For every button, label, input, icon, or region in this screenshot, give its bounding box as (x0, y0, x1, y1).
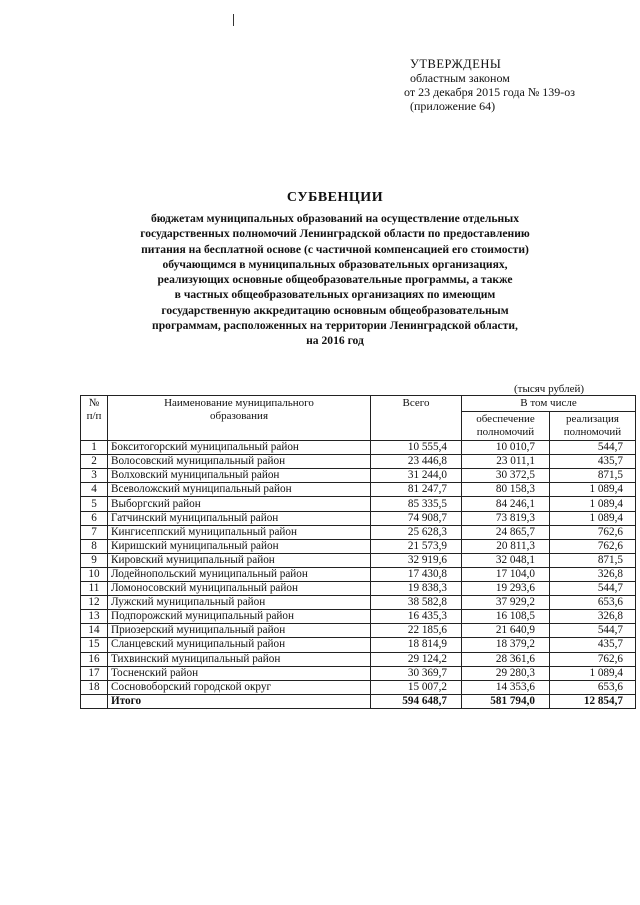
row-total: 74 908,7 (371, 511, 462, 525)
total-num (81, 694, 108, 708)
row-name: Подпорожский муниципальный район (108, 610, 371, 624)
approval-heading: УТВЕРЖДЕНЫ (410, 57, 502, 71)
header-num-line1: № (88, 397, 100, 409)
title-line: государственную аккредитацию основным общеобразовательным (161, 303, 509, 317)
row-provision: 80 158,3 (462, 483, 550, 497)
row-provision: 17 104,0 (462, 567, 550, 581)
row-num: 18 (81, 680, 108, 694)
approval-law: областным законом (410, 71, 510, 85)
table-row (81, 511, 636, 525)
row-provision: 84 246,1 (462, 497, 550, 511)
header-provision-line2: полномочий (476, 426, 535, 439)
table-row (81, 567, 636, 581)
title-line: обучающимся в муниципальных образовательных организациях, (162, 257, 508, 271)
title-line: программам, расположенных на территории Ленинградской области, (152, 319, 518, 333)
row-name: Сосновоборский городской округ (108, 680, 371, 694)
row-implementation: 326,8 (550, 610, 636, 624)
total-label: Итого (108, 694, 371, 708)
header-name-line2: образования (209, 410, 269, 422)
header-name-line1: Наименование муниципального (164, 397, 314, 409)
row-provision: 19 293,6 (462, 582, 550, 596)
row-num: 11 (81, 582, 108, 596)
row-total: 29 124,2 (371, 652, 462, 666)
row-implementation: 544,7 (550, 582, 636, 596)
row-implementation: 1 089,4 (550, 497, 636, 511)
title-line: государственных полномочий Ленинградской области по предоставлению (140, 227, 530, 241)
row-implementation: 435,7 (550, 638, 636, 652)
table-row (81, 624, 636, 638)
row-name: Ломоносовский муниципальный район (108, 582, 371, 596)
row-num: 2 (81, 455, 108, 469)
row-provision: 10 010,7 (462, 441, 550, 455)
row-num: 10 (81, 567, 108, 581)
row-num: 4 (81, 483, 108, 497)
row-implementation: 1 089,4 (550, 666, 636, 680)
row-total: 18 814,9 (371, 638, 462, 652)
title-line: питания на бесплатной основе (с частичной компенсацией его стоимости) (141, 242, 529, 256)
subsidies-table (80, 395, 636, 709)
row-num: 13 (81, 610, 108, 624)
table-row (81, 553, 636, 567)
row-num: 17 (81, 666, 108, 680)
table-row (81, 638, 636, 652)
units-label: (тысяч рублей) (514, 383, 585, 395)
row-provision: 30 372,5 (462, 469, 550, 483)
title-main: СУБВЕНЦИИ (286, 190, 384, 205)
row-num: 15 (81, 638, 108, 652)
row-name: Сланцевский муниципальный район (108, 638, 371, 652)
approval-stamp (404, 57, 576, 113)
row-provision: 16 108,5 (462, 610, 550, 624)
table-row (81, 582, 636, 596)
header-implementation-line1: реализация (566, 413, 619, 426)
row-implementation: 1 089,4 (550, 483, 636, 497)
header-implementation (550, 412, 636, 441)
row-provision: 29 280,3 (462, 666, 550, 680)
row-provision: 24 865,7 (462, 525, 550, 539)
row-provision: 20 811,3 (462, 539, 550, 553)
row-implementation: 653,6 (550, 680, 636, 694)
row-total: 21 573,9 (371, 539, 462, 553)
row-provision: 32 048,1 (462, 553, 550, 567)
header-num-line2: п/п (86, 410, 102, 422)
table-row (81, 469, 636, 483)
header-num (81, 396, 108, 441)
approval-appendix: (приложение 64) (410, 99, 496, 113)
approval-date: от 23 декабря 2015 года № 139-оз (404, 85, 576, 99)
row-implementation: 326,8 (550, 567, 636, 581)
row-total: 81 247,7 (371, 483, 462, 497)
row-implementation: 544,7 (550, 441, 636, 455)
row-name: Кингисеппский муниципальный район (108, 525, 371, 539)
row-total: 85 335,5 (371, 497, 462, 511)
row-provision: 73 819,3 (462, 511, 550, 525)
row-name: Лодейнопольский муниципальный район (108, 567, 371, 581)
row-num: 9 (81, 553, 108, 567)
row-total: 22 185,6 (371, 624, 462, 638)
row-num: 8 (81, 539, 108, 553)
header-total: Всего (371, 396, 462, 441)
row-name: Тихвинский муниципальный район (108, 652, 371, 666)
row-implementation: 871,5 (550, 553, 636, 567)
row-provision: 14 353,6 (462, 680, 550, 694)
row-implementation: 653,6 (550, 596, 636, 610)
table-row (81, 497, 636, 511)
row-num: 6 (81, 511, 108, 525)
row-implementation: 1 089,4 (550, 511, 636, 525)
table-row (81, 539, 636, 553)
header-provision-line1: обеспечение (476, 413, 535, 426)
row-num: 5 (81, 497, 108, 511)
row-total: 17 430,8 (371, 567, 462, 581)
table-row (81, 596, 636, 610)
page-top-mark (233, 14, 234, 26)
header-provision (462, 412, 550, 441)
total-implementation: 12 854,7 (550, 694, 636, 708)
row-implementation: 435,7 (550, 455, 636, 469)
table-row (81, 652, 636, 666)
row-name: Приозерский муниципальный район (108, 624, 371, 638)
row-provision: 37 929,2 (462, 596, 550, 610)
row-total: 15 007,2 (371, 680, 462, 694)
row-name: Выборгский район (108, 497, 371, 511)
row-implementation: 762,6 (550, 652, 636, 666)
row-implementation: 762,6 (550, 525, 636, 539)
row-total: 25 628,3 (371, 525, 462, 539)
total-total: 594 648,7 (371, 694, 462, 708)
row-name: Волховский муниципальный район (108, 469, 371, 483)
title-line: в частных общеобразовательных организациях по имеющим (174, 288, 496, 302)
header-implementation-line2: полномочий (563, 426, 622, 439)
row-name: Лужский муниципальный район (108, 596, 371, 610)
total-row (81, 694, 636, 708)
table-header-row (81, 396, 636, 412)
header-name (108, 396, 371, 441)
row-name: Гатчинский муниципальный район (108, 511, 371, 525)
row-provision: 28 361,6 (462, 652, 550, 666)
total-provision: 581 794,0 (462, 694, 550, 708)
row-total: 32 919,6 (371, 553, 462, 567)
table-row (81, 441, 636, 455)
row-total: 31 244,0 (371, 469, 462, 483)
row-total: 19 838,3 (371, 582, 462, 596)
table-row (81, 455, 636, 469)
row-num: 3 (81, 469, 108, 483)
row-name: Волосовский муниципальный район (108, 455, 371, 469)
header-including: В том числе (462, 396, 636, 412)
table-row (81, 483, 636, 497)
document-title (70, 190, 600, 349)
row-implementation: 762,6 (550, 539, 636, 553)
row-provision: 18 379,2 (462, 638, 550, 652)
row-num: 16 (81, 652, 108, 666)
row-num: 12 (81, 596, 108, 610)
row-total: 10 555,4 (371, 441, 462, 455)
table-row (81, 525, 636, 539)
row-total: 38 582,8 (371, 596, 462, 610)
row-name: Бокситогорский муниципальный район (108, 441, 371, 455)
row-implementation: 544,7 (550, 624, 636, 638)
row-num: 14 (81, 624, 108, 638)
row-total: 16 435,3 (371, 610, 462, 624)
row-num: 7 (81, 525, 108, 539)
table-row (81, 680, 636, 694)
title-line: на 2016 год (306, 334, 364, 348)
row-total: 23 446,8 (371, 455, 462, 469)
table-row (81, 610, 636, 624)
title-line: реализующих основные общеобразовательные программы, а также (157, 273, 513, 287)
row-total: 30 369,7 (371, 666, 462, 680)
row-num: 1 (81, 441, 108, 455)
row-provision: 23 011,1 (462, 455, 550, 469)
row-provision: 21 640,9 (462, 624, 550, 638)
table-row (81, 666, 636, 680)
row-name: Киришский муниципальный район (108, 539, 371, 553)
title-line: бюджетам муниципальных образований на осуществление отдельных (150, 212, 520, 225)
row-name: Кировский муниципальный район (108, 553, 371, 567)
row-name: Тосненский район (108, 666, 371, 680)
row-implementation: 871,5 (550, 469, 636, 483)
row-name: Всеволожский муниципальный район (108, 483, 371, 497)
